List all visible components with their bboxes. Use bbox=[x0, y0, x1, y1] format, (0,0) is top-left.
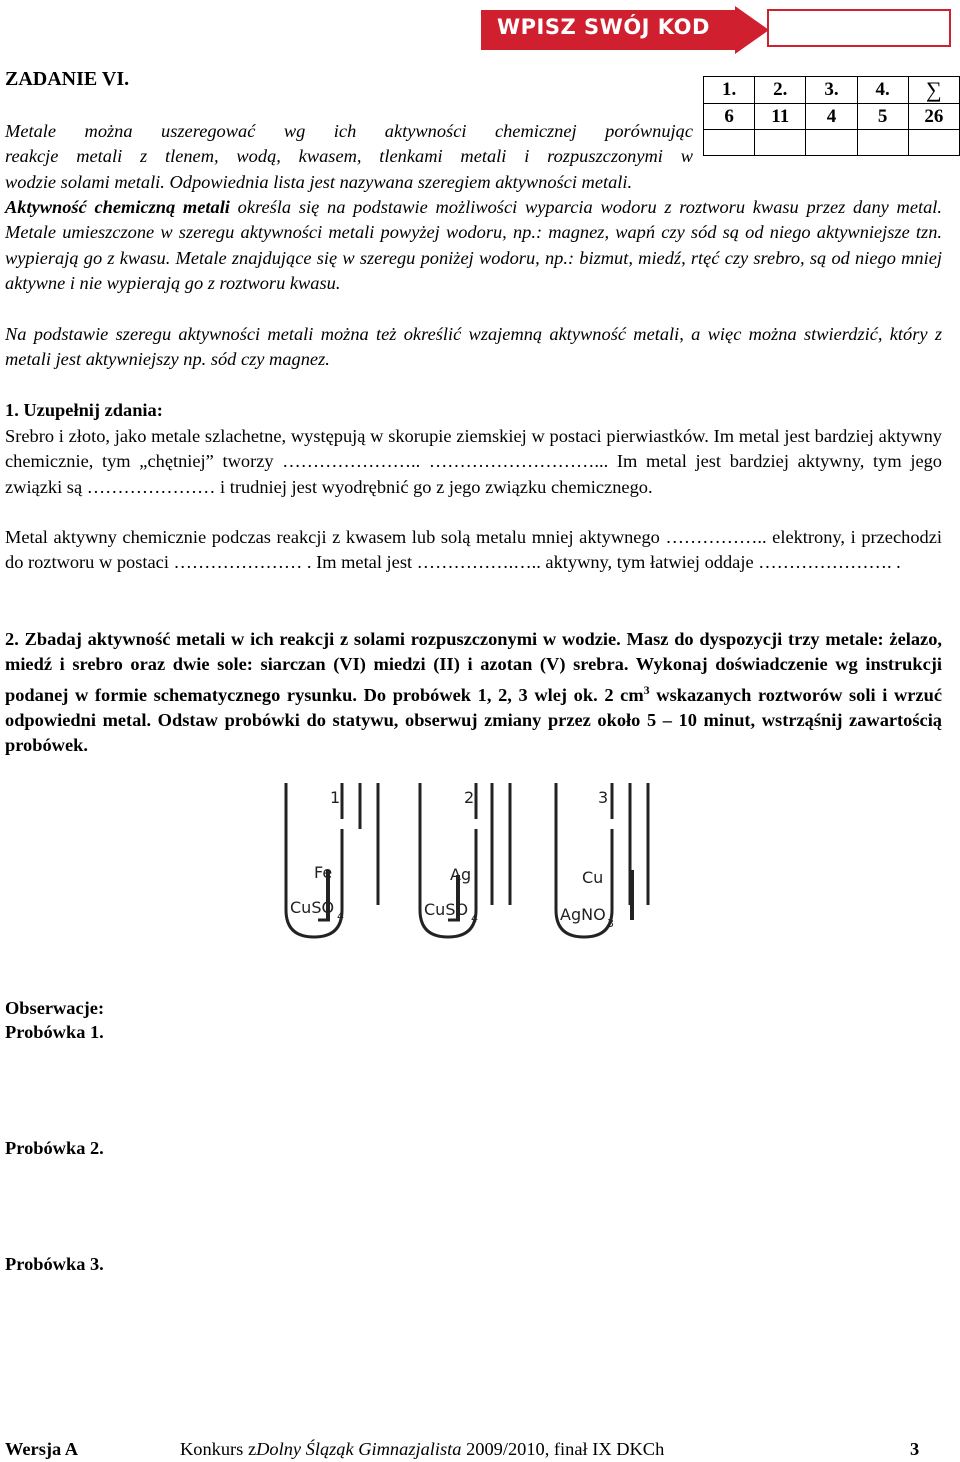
tube-1-subscript: 4 bbox=[337, 910, 344, 923]
score-entry-3[interactable] bbox=[806, 130, 857, 156]
observation-tube-1-label: Probówka 1. bbox=[5, 1022, 104, 1042]
tube-1-number: 1 bbox=[330, 788, 341, 807]
test-tube-3 bbox=[556, 783, 648, 937]
score-header-sum: ∑ bbox=[908, 77, 959, 104]
footer-contest bbox=[180, 1439, 664, 1460]
score-header-4: 4. bbox=[857, 77, 908, 104]
score-max-4: 5 bbox=[857, 104, 908, 130]
score-entry-1[interactable] bbox=[704, 130, 755, 156]
test-tubes-figure bbox=[260, 775, 680, 950]
score-header-3: 3. bbox=[806, 77, 857, 104]
q2-text-a: 2. Zbadaj aktywność metali w ich reakcji z solami rozpuszczonymi w wodzie. Masz do dyspozycji trzy metale: żelazo, miedź i srebro oraz dwie sole: siarczan (VI) miedzi (II) i azotan (V) srebra. Wykonaj doświadczenie wg instrukcji podanej w formie schematycznego rysunku. Do probówek 1, 2, 3 wlej ok. 2 cm bbox=[5, 629, 942, 705]
score-header-row bbox=[704, 77, 960, 104]
tube-1-metal: Fe bbox=[314, 863, 333, 882]
tube-1-salt: CuSO bbox=[290, 898, 335, 917]
score-max-row bbox=[704, 104, 960, 130]
score-max-3: 4 bbox=[806, 104, 857, 130]
score-entry-4[interactable] bbox=[857, 130, 908, 156]
tube-2-metal: Ag bbox=[450, 865, 472, 884]
intro-p2-text: określa się na podstawie możliwości wyparcia wodoru z roztworu kwasu przez dany metal. Metale umieszczone w szeregu aktywności metali powyżej wodoru, np.: magnez, wapń czy sód są od niego aktywniejsze tzn. wypierają go z kwasu. Metale znajdujące się w szeregu poniżej wodoru, np.: bizmut, miedź, rtęć czy srebro, są od niego mniej aktywne i nie wypierają go z roztworu kwasu. bbox=[5, 197, 942, 293]
code-banner bbox=[481, 6, 771, 54]
observation-tube-3-answer[interactable] bbox=[5, 1280, 942, 1420]
score-entry-2[interactable] bbox=[755, 130, 806, 156]
observation-tube-3-label: Probówka 3. bbox=[5, 1254, 104, 1274]
tube-3-number: 3 bbox=[598, 788, 609, 807]
observation-tube-2-answer[interactable] bbox=[5, 1164, 942, 1244]
tube-3-metal: Cu bbox=[582, 868, 604, 887]
score-max-sum: 26 bbox=[908, 104, 959, 130]
q1-body: Srebro i złoto, jako metale szlachetne, występują w skorupie ziemskiej w postaci pierwiastków. Im metal jest bardziej aktywny chemicznie, tym „chętniej” tworzy ………………….. ………………………... Im metal jest bardziej aktywny, tym jego związki są ………………… i trudniej jest wyodrębnić go z jego związku chemicznego. bbox=[5, 426, 942, 497]
q1-body-2: Metal aktywny chemicznie podczas reakcji z kwasem lub solą metalu mniej aktywnego …………….. elektrony, i przechodzi do roztworu w postaci ………………… . Im metal jest …………….….. aktywny, tym łatwiej oddaje …………………. . bbox=[5, 527, 942, 573]
observation-tube-1-answer[interactable] bbox=[5, 1048, 942, 1128]
score-header-2: 2. bbox=[755, 77, 806, 104]
score-header-1: 1. bbox=[704, 77, 755, 104]
tube-2-subscript: 4 bbox=[471, 912, 478, 925]
observations-heading: Obserwacje: bbox=[5, 998, 105, 1018]
footer-page-number: 3 bbox=[910, 1439, 920, 1459]
q2-instructions bbox=[5, 627, 942, 759]
intro-paragraph-3: Na podstawie szeregu aktywności metali można też określić wzajemną aktywność metali, a więc można stwierdzić, który z metali jest aktywniejszy np. sód czy magnez. bbox=[5, 324, 942, 370]
observation-tube-2-label: Probówka 2. bbox=[5, 1138, 104, 1158]
tube-2-salt: CuSO bbox=[424, 900, 469, 919]
intro-line-1: Metale można uszeregować wg ich aktywności chemicznej porównując bbox=[5, 121, 693, 141]
tube-2-number: 2 bbox=[464, 788, 475, 807]
intro-line-3: wodzie solami metali. Odpowiednia lista jest nazywana szeregiem aktywności metali. bbox=[5, 172, 633, 192]
score-max-1: 6 bbox=[704, 104, 755, 130]
score-table bbox=[703, 76, 960, 156]
intro-paragraph-2 bbox=[5, 195, 942, 296]
footer-contest-suffix: 2009/2010, finał IX DKCh bbox=[461, 1439, 665, 1459]
footer-contest-prefix: Konkurs z bbox=[180, 1439, 257, 1459]
footer-version: Wersja A bbox=[5, 1439, 79, 1459]
code-label: WPISZ SWÓJ KOD bbox=[497, 15, 710, 39]
score-entry-row[interactable] bbox=[704, 130, 960, 156]
task-title: ZADANIE VI. bbox=[5, 68, 130, 90]
footer-contest-name: Dolny Śląząk Gimnazjalista bbox=[256, 1439, 462, 1459]
score-max-2: 11 bbox=[755, 104, 806, 130]
q1-heading: 1. Uzupełnij zdania: bbox=[5, 400, 163, 420]
tube-3-salt: AgNO bbox=[560, 905, 606, 924]
code-input-box[interactable] bbox=[767, 9, 951, 47]
test-tube-2 bbox=[420, 783, 510, 937]
score-entry-sum[interactable] bbox=[908, 130, 959, 156]
q2-text-b: wskazanych roztworów soli i wrzuć odpowiedni metal. Odstaw probówki do statywu, obserwuj zmiany przez około 5 – 10 minut, wstrząśnij zawartością probówek. bbox=[5, 684, 942, 756]
tube-3-subscript: 3 bbox=[607, 917, 614, 930]
test-tube-1 bbox=[286, 783, 378, 937]
intro-line-2: reakcje metali z tlenem, wodą, kwasem, tlenkami metali i rozpuszczonymi w bbox=[5, 146, 693, 166]
q2-sup: 3 bbox=[643, 682, 650, 697]
intro-bold-term: Aktywność chemiczną metali bbox=[5, 197, 230, 217]
